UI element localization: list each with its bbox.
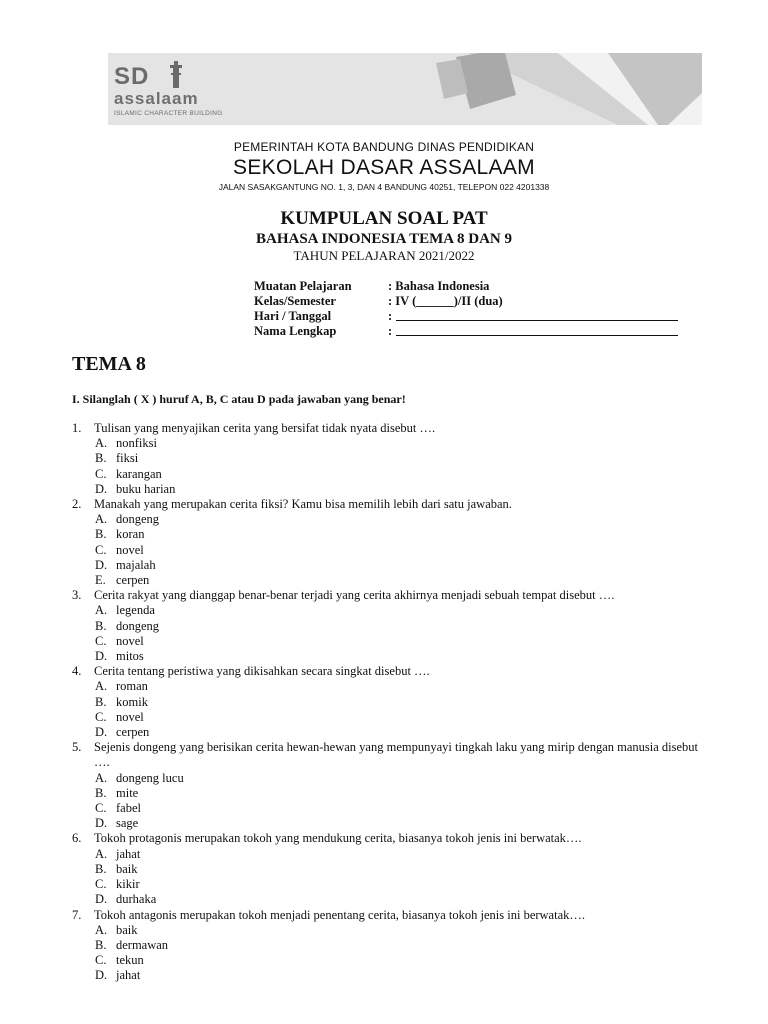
option-letter: C. [95, 542, 107, 557]
option-text: fiksi [116, 451, 139, 466]
answer-option[interactable] [72, 451, 712, 466]
option-text: jahat [116, 968, 141, 983]
option-letter: D. [95, 725, 108, 740]
question-number: 7. [72, 907, 82, 922]
logo-name-text: assalaam [114, 89, 199, 108]
option-letter: C. [95, 709, 107, 724]
option-letter: C. [95, 633, 107, 648]
answer-option[interactable] [72, 710, 712, 725]
answer-option[interactable] [72, 938, 712, 953]
answer-option[interactable] [72, 634, 712, 649]
logo-tagline: ISLAMIC CHARACTER BUILDING [114, 110, 223, 117]
option-text: baik [116, 922, 138, 937]
header-banner [108, 53, 702, 125]
option-text: nonfiksi [116, 436, 157, 451]
answer-option[interactable] [72, 679, 712, 694]
option-letter: B. [95, 694, 107, 709]
option-letter: D. [95, 557, 108, 572]
option-letter: D. [95, 892, 108, 907]
section-heading: TEMA 8 [72, 353, 146, 375]
option-letter: A. [95, 846, 108, 861]
option-letter: C. [95, 801, 107, 816]
option-letter: D. [95, 968, 108, 983]
answer-option[interactable] [72, 619, 712, 634]
question-text: Tulisan yang menyajikan cerita yang bersifat tidak nyata disebut …. [94, 421, 436, 435]
question-text: Sejenis dongeng yang berisikan cerita hewan-hewan yang mempunyayi tingkah laku yang mirip dengan manusia disebut …. [94, 740, 699, 770]
question-item [72, 588, 712, 603]
question-number: 5. [72, 740, 82, 755]
option-text: novel [116, 633, 144, 648]
school-name: SEKOLAH DASAR ASSALAAM [233, 156, 535, 179]
document-title: KUMPULAN SOAL PAT [280, 208, 488, 229]
option-letter: B. [95, 451, 107, 466]
info-label: Kelas/Semester [254, 294, 336, 308]
answer-option[interactable] [72, 892, 712, 907]
option-letter: A. [95, 512, 108, 527]
info-row-subject [254, 279, 678, 294]
answer-option[interactable] [72, 695, 712, 710]
school-logo [114, 59, 254, 121]
document-subtitle: BAHASA INDONESIA TEMA 8 DAN 9 [255, 231, 513, 247]
answer-option[interactable] [72, 801, 712, 816]
option-letter: A. [95, 436, 108, 451]
option-text: roman [116, 679, 148, 694]
question-text: Tokoh antagonis merupakan tokoh menjadi penentang cerita, biasanya tokoh jenis ini berwatak…. [94, 907, 585, 922]
option-text: dongeng [116, 618, 160, 633]
answer-option[interactable] [72, 847, 712, 862]
option-letter: E. [95, 573, 106, 588]
question-text: Cerita tentang peristiwa yang dikisahkan secara singkat disebut …. [94, 664, 430, 679]
option-letter: C. [95, 877, 107, 892]
name-blank-line[interactable] [396, 324, 678, 336]
option-text: kikir [116, 877, 140, 892]
option-text: dongeng lucu [116, 770, 184, 785]
option-letter: A. [95, 922, 108, 937]
option-text: baik [116, 861, 138, 876]
option-text: sage [116, 816, 139, 831]
minaret-icon [162, 59, 190, 91]
section-instruction: I. Silanglah ( X ) huruf A, B, C atau D pada jawaban yang benar! [72, 392, 406, 406]
question-item [72, 497, 712, 512]
academic-year: TAHUN PELAJARAN 2021/2022 [293, 248, 475, 263]
question-number: 3. [72, 588, 82, 603]
question-item [72, 421, 712, 436]
option-text: cerpen [116, 725, 150, 740]
option-text: fabel [116, 801, 141, 816]
answer-option[interactable] [72, 603, 712, 618]
info-label: Muatan Pelajaran [254, 279, 352, 293]
option-text: koran [116, 527, 145, 542]
question-list [72, 421, 712, 984]
answer-option[interactable] [72, 771, 712, 786]
answer-option[interactable] [72, 649, 712, 664]
answer-option[interactable] [72, 725, 712, 740]
info-value: : IV (______)/II (dua) [388, 294, 503, 308]
option-letter: B. [95, 527, 107, 542]
question-number: 2. [72, 497, 82, 512]
decorative-shapes [408, 53, 702, 125]
answer-option[interactable] [72, 558, 712, 573]
answer-option[interactable] [72, 923, 712, 938]
option-letter: B. [95, 785, 107, 800]
answer-option[interactable] [72, 527, 712, 542]
answer-option[interactable] [72, 482, 712, 497]
option-text: novel [116, 542, 144, 557]
option-text: buku harian [116, 481, 176, 496]
question-number: 4. [72, 664, 82, 679]
option-letter: B. [95, 937, 107, 952]
option-text: mite [116, 785, 139, 800]
question-item [72, 831, 712, 846]
question-item [72, 740, 712, 770]
question-number: 1. [72, 421, 82, 435]
option-text: komik [116, 694, 148, 709]
answer-option[interactable] [72, 862, 712, 877]
question-text: Cerita rakyat yang dianggap benar-benar terjadi yang cerita akhirnya menjadi sebuah tempat disebut …. [94, 588, 615, 603]
option-text: dermawan [116, 937, 169, 952]
logo-sd-text: SD [114, 63, 150, 90]
option-text: legenda [116, 603, 155, 618]
info-value: : [388, 309, 393, 323]
question-text: Manakah yang merupakan cerita fiksi? Kamu bisa memilih lebih dari satu jawaban. [94, 497, 512, 512]
option-letter: A. [95, 603, 108, 618]
option-text: mitos [116, 649, 144, 664]
info-value: : [388, 324, 393, 338]
option-text: cerpen [116, 573, 150, 588]
answer-option[interactable] [72, 953, 712, 968]
school-address: JALAN SASAKGANTUNG NO. 1, 3, DAN 4 BANDUNG 40251, TELEPON 022 4201338 [218, 182, 550, 192]
question-item [72, 664, 712, 679]
answer-option[interactable] [72, 786, 712, 801]
option-text: tekun [116, 953, 144, 968]
option-letter: C. [95, 466, 107, 481]
option-letter: A. [95, 770, 108, 785]
answer-option[interactable] [72, 816, 712, 831]
answer-option[interactable] [72, 512, 712, 527]
question-number: 6. [72, 831, 82, 846]
info-label: Hari / Tanggal [254, 309, 332, 323]
option-text: novel [116, 709, 144, 724]
student-info [254, 279, 678, 339]
option-letter: B. [95, 618, 107, 633]
info-label: Nama Lengkap [254, 324, 337, 338]
option-text: majalah [116, 557, 156, 572]
option-letter: D. [95, 816, 108, 831]
answer-option[interactable] [72, 573, 712, 588]
date-blank-line[interactable] [396, 309, 678, 321]
answer-option[interactable] [72, 543, 712, 558]
option-letter: D. [95, 649, 108, 664]
option-text: dongeng [116, 512, 160, 527]
answer-option[interactable] [72, 877, 712, 892]
option-letter: B. [95, 861, 107, 876]
info-row-date [254, 309, 678, 324]
option-letter: A. [95, 679, 108, 694]
question-text: Tokoh protagonis merupakan tokoh yang mendukung cerita, biasanya tokoh jenis ini berwatak…. [94, 831, 582, 846]
option-letter: D. [95, 481, 108, 496]
option-text: karangan [116, 466, 162, 481]
answer-option[interactable] [72, 467, 712, 482]
option-text: durhaka [116, 892, 157, 907]
answer-option[interactable] [72, 436, 712, 451]
option-text: jahat [116, 846, 141, 861]
info-row-name [254, 324, 678, 339]
info-row-class [254, 294, 678, 309]
answer-option[interactable] [72, 968, 712, 983]
government-line: PEMERINTAH KOTA BANDUNG DINAS PENDIDIKAN [233, 140, 535, 154]
question-item [72, 908, 712, 923]
option-letter: C. [95, 953, 107, 968]
info-value: : Bahasa Indonesia [388, 279, 490, 293]
